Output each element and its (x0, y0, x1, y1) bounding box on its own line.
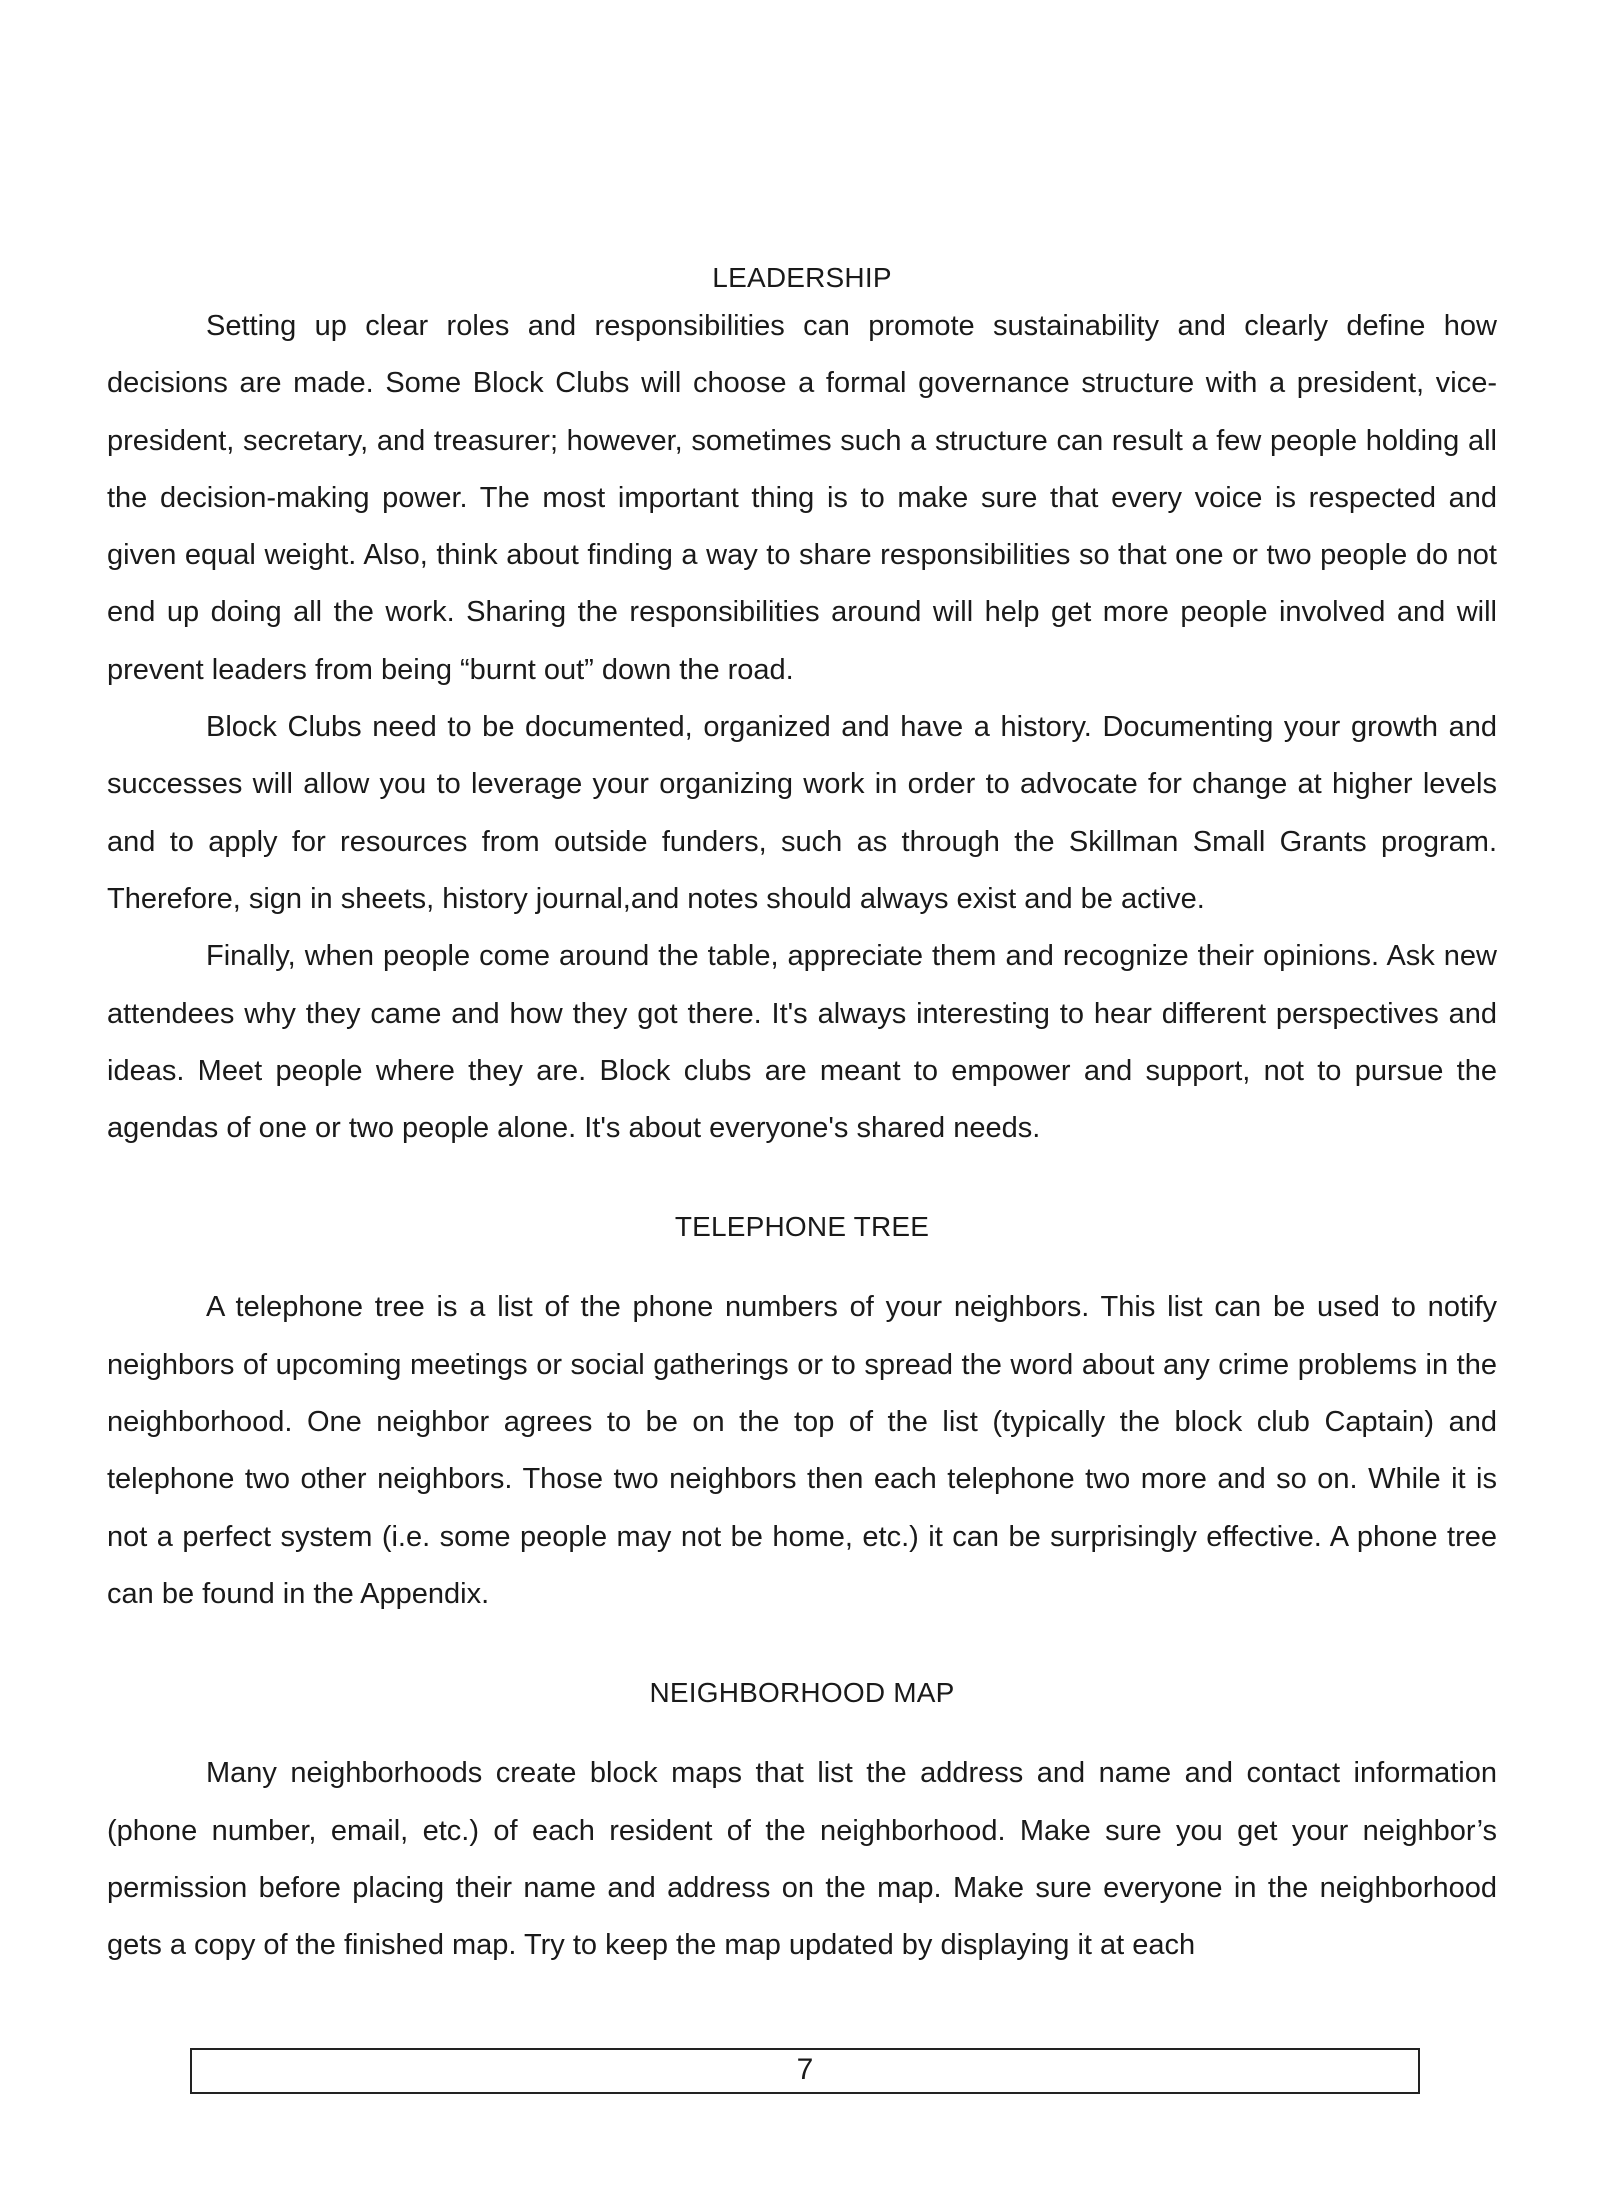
section-heading-neighborhood-map: NEIGHBORHOOD MAP (649, 1677, 955, 1709)
paragraph: Block Clubs need to be documented, organized and have a history. Documenting your growth and successes will allow you to leverage your organizing work in order to advocate for change at higher levels and to apply for resources from outside funders, such as through the Skillman Small Grants program. Therefore, sign in sheets, history journal,and notes should always exist and be active. (107, 711, 1497, 915)
page-number-box (190, 2048, 1420, 2094)
section-heading-leadership: LEADERSHIP (712, 262, 892, 293)
document-page (107, 258, 1497, 1974)
paragraph: Setting up clear roles and responsibilities can promote sustainability and clearly define how decisions are made. Some Block Clubs will choose a formal governance structure with a president, vice-president, secretary, and treasurer; however, sometimes such a structure can result a few people holding all the decision-making power. The most important thing is to make sure that every voice is respected and given equal weight. Also, think about finding a way to share responsibilities so that one or two people do not end up doing all the work. Sharing the responsibilities around will help get more people involved and will prevent leaders from being “burnt out” down the road. (107, 310, 1497, 686)
paragraph: Finally, when people come around the table, appreciate them and recognize their opinions. Ask new attendees why they came and how they got there. It's always interesting to hear different perspectives and ideas. Meet people where they are. Block clubs are meant to empower and support, not to pursue the agendas of one or two people alone. It's about everyone's shared needs. (107, 940, 1497, 1145)
page-number: 7 (796, 2053, 814, 2086)
paragraph: Many neighborhoods create block maps that list the address and name and contact information (phone number, email, etc.) of each resident of the neighborhood. Make sure you get your neighbor’s permission before placing their name and address on the map. Make sure everyone in the neighborhood gets a copy of the finished map. Try to keep the map updated by displaying it at each (107, 1757, 1497, 1962)
section-heading-telephone-tree: TELEPHONE TREE (674, 1211, 930, 1243)
paragraph: A telephone tree is a list of the phone numbers of your neighbors. This list can be used to notify neighbors of upcoming meetings or social gatherings or to spread the word about any crime problems in the neighborhood. One neighbor agrees to be on the top of the list (typically the block club Captain) and telephone two other neighbors. Those two neighbors then each telephone two more and so on. While it is not a perfect system (i.e. some people may not be home, etc.) it can be surprisingly effective. A phone tree can be found in the Appendix. (107, 1291, 1497, 1610)
